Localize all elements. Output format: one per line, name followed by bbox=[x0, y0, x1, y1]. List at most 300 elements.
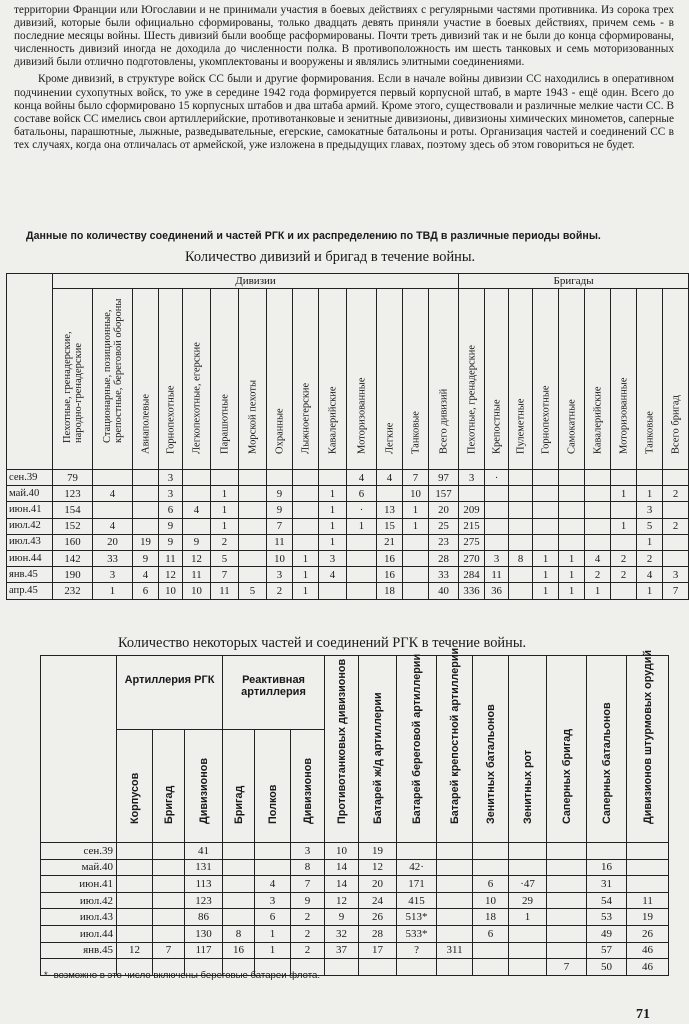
table-cell: 533* bbox=[397, 925, 437, 942]
table2-long-col-7-label: Саперных батальонов bbox=[600, 702, 613, 824]
table-cell bbox=[585, 470, 611, 486]
table-cell: ·47 bbox=[509, 876, 547, 893]
table-cell: 26 bbox=[627, 925, 669, 942]
table-cell: 6 bbox=[347, 486, 377, 502]
table-cell: 25 bbox=[429, 518, 459, 534]
table2-sub-col-5-label: Дивизионов bbox=[301, 758, 314, 824]
table-cell bbox=[509, 567, 533, 583]
table1-col-22-label: Всего бригад bbox=[670, 395, 682, 454]
table-cell bbox=[437, 925, 473, 942]
table-cell: 415 bbox=[397, 892, 437, 909]
table1-col-21-label: Танковые bbox=[644, 411, 656, 454]
table-cell: 16 bbox=[587, 859, 627, 876]
table-cell: 42· bbox=[397, 859, 437, 876]
table-cell: 117 bbox=[185, 942, 223, 959]
table2-sub-col-1-label: Бригад bbox=[162, 785, 175, 824]
table2-long-col-6-label: Саперных бригад bbox=[560, 728, 573, 824]
table-cell bbox=[663, 470, 689, 486]
table-cell: 31 bbox=[587, 876, 627, 893]
table1-col-18 bbox=[559, 289, 585, 470]
table-cell: 12 bbox=[325, 892, 359, 909]
table-cell: 2 bbox=[267, 583, 293, 599]
table-cell bbox=[223, 909, 255, 926]
table1-col-1 bbox=[93, 289, 133, 470]
table-cell: 24 bbox=[359, 892, 397, 909]
table-cell: 3 bbox=[159, 486, 183, 502]
table1-col-6-label: Морской пехоты bbox=[247, 379, 258, 454]
table-cell bbox=[153, 925, 185, 942]
table1-col-6 bbox=[239, 289, 267, 470]
table-cell bbox=[347, 550, 377, 566]
table-cell: 4 bbox=[93, 486, 133, 502]
table1-col-0-label: Пехотные, гренадерские, народно-гренадерские bbox=[61, 331, 84, 443]
table-cell: 2 bbox=[663, 486, 689, 502]
table-row bbox=[41, 876, 669, 893]
table-cell bbox=[319, 583, 347, 599]
table1-col-8-label: Лыжноегерские bbox=[300, 382, 311, 454]
table-cell bbox=[211, 470, 239, 486]
table1-group-divisions: Дивизии bbox=[53, 274, 459, 289]
table-cell: 7 bbox=[291, 876, 325, 893]
table-cell: 12 bbox=[117, 942, 153, 959]
table-cell: 11 bbox=[159, 550, 183, 566]
table2-long-col-3 bbox=[437, 647, 473, 843]
table-cell: 1 bbox=[319, 502, 347, 518]
table-cell bbox=[153, 859, 185, 876]
table-cell: 21 bbox=[377, 534, 403, 550]
table-cell: 9 bbox=[325, 909, 359, 926]
table-cell: 20 bbox=[359, 876, 397, 893]
table-cell: 11 bbox=[183, 567, 211, 583]
table-cell: 4 bbox=[347, 470, 377, 486]
table2-corner bbox=[41, 656, 117, 843]
table-cell: 215 bbox=[459, 518, 485, 534]
table-cell: 32 bbox=[325, 925, 359, 942]
table-cell: 9 bbox=[159, 534, 183, 550]
table-row bbox=[41, 859, 669, 876]
table-cell: 1 bbox=[403, 502, 429, 518]
table2-long-col-3-label: Батарей крепостной артиллерии bbox=[448, 647, 461, 824]
row-label: июн.44 bbox=[7, 550, 53, 566]
table-cell: 152 bbox=[53, 518, 93, 534]
table-cell: 7 bbox=[547, 959, 587, 976]
table-cell: 19 bbox=[359, 843, 397, 860]
table-cell: 1 bbox=[319, 518, 347, 534]
table1-col-2-label: Авиаполевые bbox=[140, 394, 151, 454]
table-cell: 123 bbox=[185, 892, 223, 909]
table-cell bbox=[559, 486, 585, 502]
table-cell bbox=[223, 892, 255, 909]
table1-col-12-label: Танковые bbox=[410, 411, 421, 454]
table-cell: 1 bbox=[533, 583, 559, 599]
table-cell: 9 bbox=[133, 550, 159, 566]
table-row bbox=[7, 470, 689, 486]
table1-col-20-label: Моторизованные bbox=[618, 377, 630, 454]
table-cell: 7 bbox=[153, 942, 185, 959]
table-cell bbox=[627, 859, 669, 876]
table-cell: 5 bbox=[239, 583, 267, 599]
table-cell: ? bbox=[397, 942, 437, 959]
table-cell: 1 bbox=[585, 583, 611, 599]
table-cell bbox=[559, 518, 585, 534]
table-cell: 270 bbox=[459, 550, 485, 566]
table1-col-4-label: Легкопехотные, егерские bbox=[191, 342, 202, 454]
table-cell: 3 bbox=[319, 550, 347, 566]
table-cell bbox=[611, 583, 637, 599]
table-row bbox=[41, 925, 669, 942]
table-cell: 1 bbox=[255, 942, 291, 959]
table-cell: 23 bbox=[429, 534, 459, 550]
table-cell: 12 bbox=[183, 550, 211, 566]
table-cell: 46 bbox=[627, 942, 669, 959]
table-cell: 1 bbox=[637, 534, 663, 550]
table-cell bbox=[403, 550, 429, 566]
table-cell: 157 bbox=[429, 486, 459, 502]
table-cell: 1 bbox=[509, 909, 547, 926]
row-label: янв.45 bbox=[41, 942, 117, 959]
table-cell bbox=[117, 843, 153, 860]
row-label: сен.39 bbox=[7, 470, 53, 486]
table2-sub-col-0 bbox=[117, 730, 153, 843]
table-cell bbox=[117, 892, 153, 909]
table-cell bbox=[559, 502, 585, 518]
footnote: *- возможно в это число включены береговые батареи флота. bbox=[44, 970, 321, 981]
table1-col-13 bbox=[429, 289, 459, 470]
rgk-units-table bbox=[40, 647, 669, 976]
table-cell bbox=[239, 567, 267, 583]
table-cell: 18 bbox=[377, 583, 403, 599]
table-cell: 28 bbox=[359, 925, 397, 942]
table-cell: 36 bbox=[485, 583, 509, 599]
table-cell: 7 bbox=[403, 470, 429, 486]
table-cell bbox=[347, 567, 377, 583]
table1-col-16 bbox=[509, 289, 533, 470]
table-cell: 41 bbox=[185, 843, 223, 860]
table-cell bbox=[293, 502, 319, 518]
row-label: июн.41 bbox=[41, 876, 117, 893]
table-cell: 1 bbox=[293, 567, 319, 583]
table-cell bbox=[637, 470, 663, 486]
table-cell: 1 bbox=[293, 583, 319, 599]
table-cell bbox=[93, 502, 133, 518]
table-cell: 336 bbox=[459, 583, 485, 599]
table-cell bbox=[133, 502, 159, 518]
table-cell: 1 bbox=[533, 550, 559, 566]
table-cell: 1 bbox=[211, 518, 239, 534]
table-cell: 7 bbox=[267, 518, 293, 534]
table-cell bbox=[627, 843, 669, 860]
table-cell bbox=[509, 518, 533, 534]
table-row bbox=[7, 550, 689, 566]
table-cell bbox=[133, 470, 159, 486]
table1-col-15-label: Крепостные bbox=[491, 399, 503, 454]
table-cell: 10 bbox=[159, 583, 183, 599]
table-row bbox=[41, 892, 669, 909]
table-cell bbox=[239, 534, 267, 550]
table-cell: 3 bbox=[93, 567, 133, 583]
table1-col-21 bbox=[637, 289, 663, 470]
table-row bbox=[41, 843, 669, 860]
table-cell: 3 bbox=[291, 843, 325, 860]
table-cell: 53 bbox=[587, 909, 627, 926]
table-cell: 11 bbox=[211, 583, 239, 599]
table-cell bbox=[293, 470, 319, 486]
table-cell bbox=[547, 843, 587, 860]
table-cell: 1 bbox=[319, 534, 347, 550]
row-label: сен.39 bbox=[41, 843, 117, 860]
table-cell bbox=[485, 534, 509, 550]
table-cell bbox=[663, 502, 689, 518]
row-label: май.40 bbox=[7, 486, 53, 502]
table-cell bbox=[93, 470, 133, 486]
table-cell: 14 bbox=[325, 859, 359, 876]
table-cell: 14 bbox=[325, 876, 359, 893]
table-cell: 11 bbox=[267, 534, 293, 550]
table-cell: 3 bbox=[459, 470, 485, 486]
table-cell: 4 bbox=[377, 470, 403, 486]
table-cell: 3 bbox=[255, 892, 291, 909]
table-cell bbox=[397, 843, 437, 860]
table-cell bbox=[293, 518, 319, 534]
table-cell bbox=[509, 942, 547, 959]
table1-col-9-label: Кавалерийские bbox=[327, 386, 338, 454]
table-cell: 6 bbox=[255, 909, 291, 926]
table-cell: 2 bbox=[291, 942, 325, 959]
table2-sub-col-2-label: Дивизионов bbox=[197, 758, 210, 824]
table-cell bbox=[437, 909, 473, 926]
table-cell bbox=[533, 534, 559, 550]
table2-sub-col-4 bbox=[255, 730, 291, 843]
table-cell: 20 bbox=[93, 534, 133, 550]
table-cell: 513* bbox=[397, 909, 437, 926]
table-cell bbox=[611, 534, 637, 550]
table-cell: 6 bbox=[159, 502, 183, 518]
table-cell: 46 bbox=[627, 959, 669, 976]
table-cell: 9 bbox=[183, 534, 211, 550]
table-cell bbox=[509, 859, 547, 876]
table-cell: 171 bbox=[397, 876, 437, 893]
table-cell bbox=[485, 486, 509, 502]
table-cell bbox=[585, 486, 611, 502]
table-cell: 4 bbox=[183, 502, 211, 518]
table-cell bbox=[437, 859, 473, 876]
table-cell bbox=[547, 859, 587, 876]
table1-col-5 bbox=[211, 289, 239, 470]
table-cell bbox=[473, 843, 509, 860]
table1-col-9 bbox=[319, 289, 347, 470]
table-cell: 8 bbox=[223, 925, 255, 942]
table-cell: 2 bbox=[611, 567, 637, 583]
divisions-brigades-table bbox=[6, 273, 689, 600]
table2-title: Количество некоторых частей и соединений РГК в течение войны. bbox=[118, 635, 527, 651]
table-cell: 2 bbox=[291, 909, 325, 926]
table-cell bbox=[437, 959, 473, 976]
table2-group-rocket: Реактивная артиллерия bbox=[223, 656, 325, 730]
table2-group-artillery: Артиллерия РГК bbox=[117, 656, 223, 730]
table2-long-col-8 bbox=[627, 649, 669, 843]
table-cell: 1 bbox=[403, 518, 429, 534]
table-cell: 2 bbox=[211, 534, 239, 550]
table-cell: 4 bbox=[585, 550, 611, 566]
table-cell bbox=[117, 859, 153, 876]
table1-col-19 bbox=[585, 289, 611, 470]
table-cell: 6 bbox=[473, 925, 509, 942]
table1-col-17-label: Горнопехотные bbox=[540, 385, 552, 454]
table2-long-col-4 bbox=[473, 656, 509, 843]
table2-long-col-8-label: Дивизионов штурмовых орудий bbox=[641, 649, 654, 824]
table-cell bbox=[183, 486, 211, 502]
table2-long-col-4-label: Зенитных батальонов bbox=[484, 704, 497, 824]
table-cell: 10 bbox=[183, 583, 211, 599]
table-cell bbox=[473, 859, 509, 876]
table2-long-col-1-label: Батарей ж/д артиллерии bbox=[371, 692, 384, 824]
table-row bbox=[7, 534, 689, 550]
row-label: июл.44 bbox=[41, 925, 117, 942]
table-cell: 37 bbox=[325, 942, 359, 959]
table-cell bbox=[509, 583, 533, 599]
table-cell: 9 bbox=[267, 486, 293, 502]
table-cell: 311 bbox=[437, 942, 473, 959]
table-cell: 16 bbox=[377, 550, 403, 566]
table-cell bbox=[325, 959, 359, 976]
row-label: июн.41 bbox=[7, 502, 53, 518]
table-cell bbox=[223, 843, 255, 860]
table-cell: 10 bbox=[325, 843, 359, 860]
table-cell bbox=[547, 892, 587, 909]
table-cell: 130 bbox=[185, 925, 223, 942]
table2-long-col-2 bbox=[397, 653, 437, 843]
table1-col-16-label: Пулеметные bbox=[515, 398, 527, 454]
table1-col-14 bbox=[459, 289, 485, 470]
table-cell bbox=[239, 502, 267, 518]
table-cell: 3 bbox=[485, 550, 509, 566]
table-cell: 50 bbox=[587, 959, 627, 976]
table-cell bbox=[485, 518, 509, 534]
table-cell bbox=[587, 843, 627, 860]
table-row bbox=[41, 909, 669, 926]
table1-col-10 bbox=[347, 289, 377, 470]
table-row bbox=[7, 567, 689, 583]
table1-col-11 bbox=[377, 289, 403, 470]
table-cell: 1 bbox=[559, 583, 585, 599]
table-cell bbox=[255, 859, 291, 876]
table-cell: 232 bbox=[53, 583, 93, 599]
table-cell bbox=[547, 876, 587, 893]
table-cell bbox=[509, 925, 547, 942]
table-cell bbox=[585, 534, 611, 550]
table-cell bbox=[133, 486, 159, 502]
table-row bbox=[7, 502, 689, 518]
table1-col-12 bbox=[403, 289, 429, 470]
table-cell: 1 bbox=[93, 583, 133, 599]
table-cell bbox=[239, 518, 267, 534]
table-cell bbox=[547, 925, 587, 942]
table1-col-17 bbox=[533, 289, 559, 470]
table-cell: 1 bbox=[319, 486, 347, 502]
table-cell: 1 bbox=[611, 486, 637, 502]
table-cell: 33 bbox=[93, 550, 133, 566]
table-cell: 275 bbox=[459, 534, 485, 550]
table-cell: 3 bbox=[663, 567, 689, 583]
table-cell bbox=[347, 534, 377, 550]
table-cell: 1 bbox=[611, 518, 637, 534]
table-cell bbox=[437, 892, 473, 909]
table2-long-col-1 bbox=[359, 656, 397, 843]
table1-group-brigades: Бригады bbox=[459, 274, 689, 289]
table-cell bbox=[559, 470, 585, 486]
table1-col-2 bbox=[133, 289, 159, 470]
table-cell bbox=[359, 959, 397, 976]
table-cell: 12 bbox=[359, 859, 397, 876]
table-cell: 1 bbox=[637, 486, 663, 502]
table-cell bbox=[153, 876, 185, 893]
table-cell: 19 bbox=[627, 909, 669, 926]
table-cell bbox=[459, 486, 485, 502]
table-cell bbox=[611, 470, 637, 486]
table-cell: 86 bbox=[185, 909, 223, 926]
table-cell bbox=[509, 470, 533, 486]
table-cell: 28 bbox=[429, 550, 459, 566]
table2-sub-col-4-label: Полков bbox=[266, 784, 279, 824]
table-cell bbox=[239, 486, 267, 502]
row-label: июл.42 bbox=[7, 518, 53, 534]
paragraph-1: территории Франции или Югославии и не принимали участия в боевых действиях с регулярными частями противника. Из сорока трех дивизий, которые были официально сформированы, только двадцать девять приняли участие в боевых действиях, причем семь - в последние месяцы войны. Шесть дивизий были вообще расформированы. Почти треть дивизий так и не были до конца сформированы, численность дивизий иногда не доходила до численности полка. В противоположность им шесть танковых и семь моторизованных дивизий были отлично подготовлены, укомплектованы и вооружены и являлись элитными соединениями. bbox=[14, 4, 674, 69]
prose-block bbox=[14, 4, 674, 156]
table-cell: 20 bbox=[429, 502, 459, 518]
table-cell: 5 bbox=[637, 518, 663, 534]
table-cell: 1 bbox=[533, 567, 559, 583]
table-cell bbox=[293, 534, 319, 550]
table-cell: 113 bbox=[185, 876, 223, 893]
table-cell: 1 bbox=[293, 550, 319, 566]
table-cell: 12 bbox=[159, 567, 183, 583]
table-cell: 3 bbox=[267, 567, 293, 583]
table-cell bbox=[377, 486, 403, 502]
table-cell bbox=[255, 843, 291, 860]
table-cell bbox=[533, 502, 559, 518]
table-cell: 131 bbox=[185, 859, 223, 876]
table-cell bbox=[437, 843, 473, 860]
table1-col-22 bbox=[663, 289, 689, 470]
table1-col-10-label: Моторизованные bbox=[356, 377, 367, 454]
table-cell bbox=[153, 909, 185, 926]
table-cell bbox=[485, 502, 509, 518]
table-cell: 15 bbox=[377, 518, 403, 534]
table-row bbox=[7, 583, 689, 599]
row-label: июл.42 bbox=[41, 892, 117, 909]
table1-col-18-label: Самокатные bbox=[566, 399, 578, 454]
table1-col-13-label: Всего дивизий bbox=[438, 388, 450, 454]
table-cell bbox=[627, 876, 669, 893]
table1-col-14-label: Пехотные, гренадерские bbox=[466, 344, 478, 454]
table-cell bbox=[559, 534, 585, 550]
table-cell: 10 bbox=[403, 486, 429, 502]
table1-corner bbox=[7, 274, 53, 470]
table-cell bbox=[509, 502, 533, 518]
table-cell: 33 bbox=[429, 567, 459, 583]
table-cell: 4 bbox=[93, 518, 133, 534]
table-cell: 16 bbox=[377, 567, 403, 583]
table-cell: 16 bbox=[223, 942, 255, 959]
table-cell: 97 bbox=[429, 470, 459, 486]
table2-long-col-2-label: Батарей береговой артиллерии bbox=[410, 653, 423, 824]
table-cell bbox=[403, 534, 429, 550]
table-cell: 3 bbox=[159, 470, 183, 486]
table1-col-15 bbox=[485, 289, 509, 470]
table1-col-3-label: Горнопехотные bbox=[165, 385, 176, 454]
table-cell bbox=[223, 859, 255, 876]
table-cell: 2 bbox=[585, 567, 611, 583]
